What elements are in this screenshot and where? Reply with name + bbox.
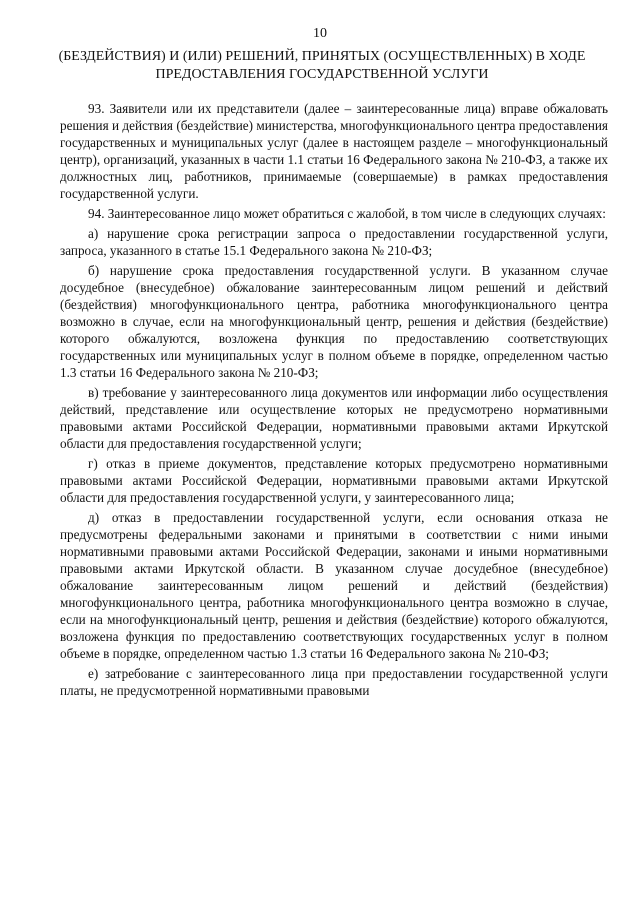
list-item-v: в) требование у заинтересованного лица документов или информации либо осуществления действий, представление или осуществление которых не предусмотрено нормативными правовыми актами Российской Федерации, нормативными правовыми актами Иркутской области для предоставления государственной услуги;	[60, 385, 608, 451]
list-item-e: е) затребование с заинтересованного лица при предоставлении государственной услуги платы, не предусмотренной нормативными правовыми	[60, 666, 608, 698]
list-item-d: д) отказ в предоставлении государственной услуги, если основания отказа не предусмотрены федеральными законами и принятыми в соответствии с ними иными нормативными правовыми актами Российской Федерации, законами и иными нормативными правовыми актами Иркутской области. В указанном случае досудебное (внесудебное) обжалование заинтересованным лицом решений и действий (бездействия) многофункционального центра, работника многофункционального центра возможно в случае, если на многофункциональный центр, решения и действия (бездействие) которого обжалуются, возложена функция по предоставлению соответствующих государственных услуг в полном объеме в порядке, определенном частью 1.3 статьи 16 Федерального закона № 210-ФЗ;	[60, 510, 608, 661]
list-item-b: б) нарушение срока предоставления государственной услуги. В указанном случае досудебное (внесудебное) обжалование заинтересованным лицом решений и действий (бездействия) многофункционального центра, работника многофункционального центра возможно в случае, если на многофункциональный центр, решения и действия (бездействие) которого обжалуются, возложена функция по предоставлению соответствующих государственных или муниципальных услуг в полном объеме в порядке, определенном частью 1.3 статьи 16 Федерального закона № 210-ФЗ;	[60, 263, 608, 380]
list-item-g: г) отказ в приеме документов, представление которых предусмотрено нормативными правовыми актами Российской Федерации, нормативными правовыми актами Иркутской области для предоставления государственной услуги, у заинтересованного лица;	[60, 456, 608, 505]
paragraph-94: 94. Заинтересованное лицо может обратиться с жалобой, в том числе в следующих случаях:	[88, 206, 606, 221]
list-item-a: а) нарушение срока регистрации запроса о предоставлении государственной услуги, запроса, указанного в статье 15.1 Федерального закона № 210-ФЗ;	[60, 226, 608, 258]
document-body	[60, 100, 608, 699]
page-number: 10	[313, 26, 327, 41]
section-heading: (БЕЗДЕЙСТВИЯ) И (ИЛИ) РЕШЕНИЙ, ПРИНЯТЫХ (ОСУЩЕСТВЛЕННЫХ) В ХОДЕ ПРЕДОСТАВЛЕНИЯ ГОСУДАРСТВЕННОЙ УСЛУГИ	[58, 49, 586, 82]
paragraph-93: 93. Заявители или их представители (далее – заинтересованные лица) вправе обжаловать решения и действия (бездействие) министерства, многофункционального центра предоставления государственных и муниципальных услуг (далее в настоящем разделе – многофункциональный центр), организаций, указанных в части 1.1 статьи 16 Федерального закона № 210-ФЗ, а также их должностных лиц, работников, принимаемые (совершаемые) в рамках предоставления государственной услуги.	[60, 101, 608, 201]
